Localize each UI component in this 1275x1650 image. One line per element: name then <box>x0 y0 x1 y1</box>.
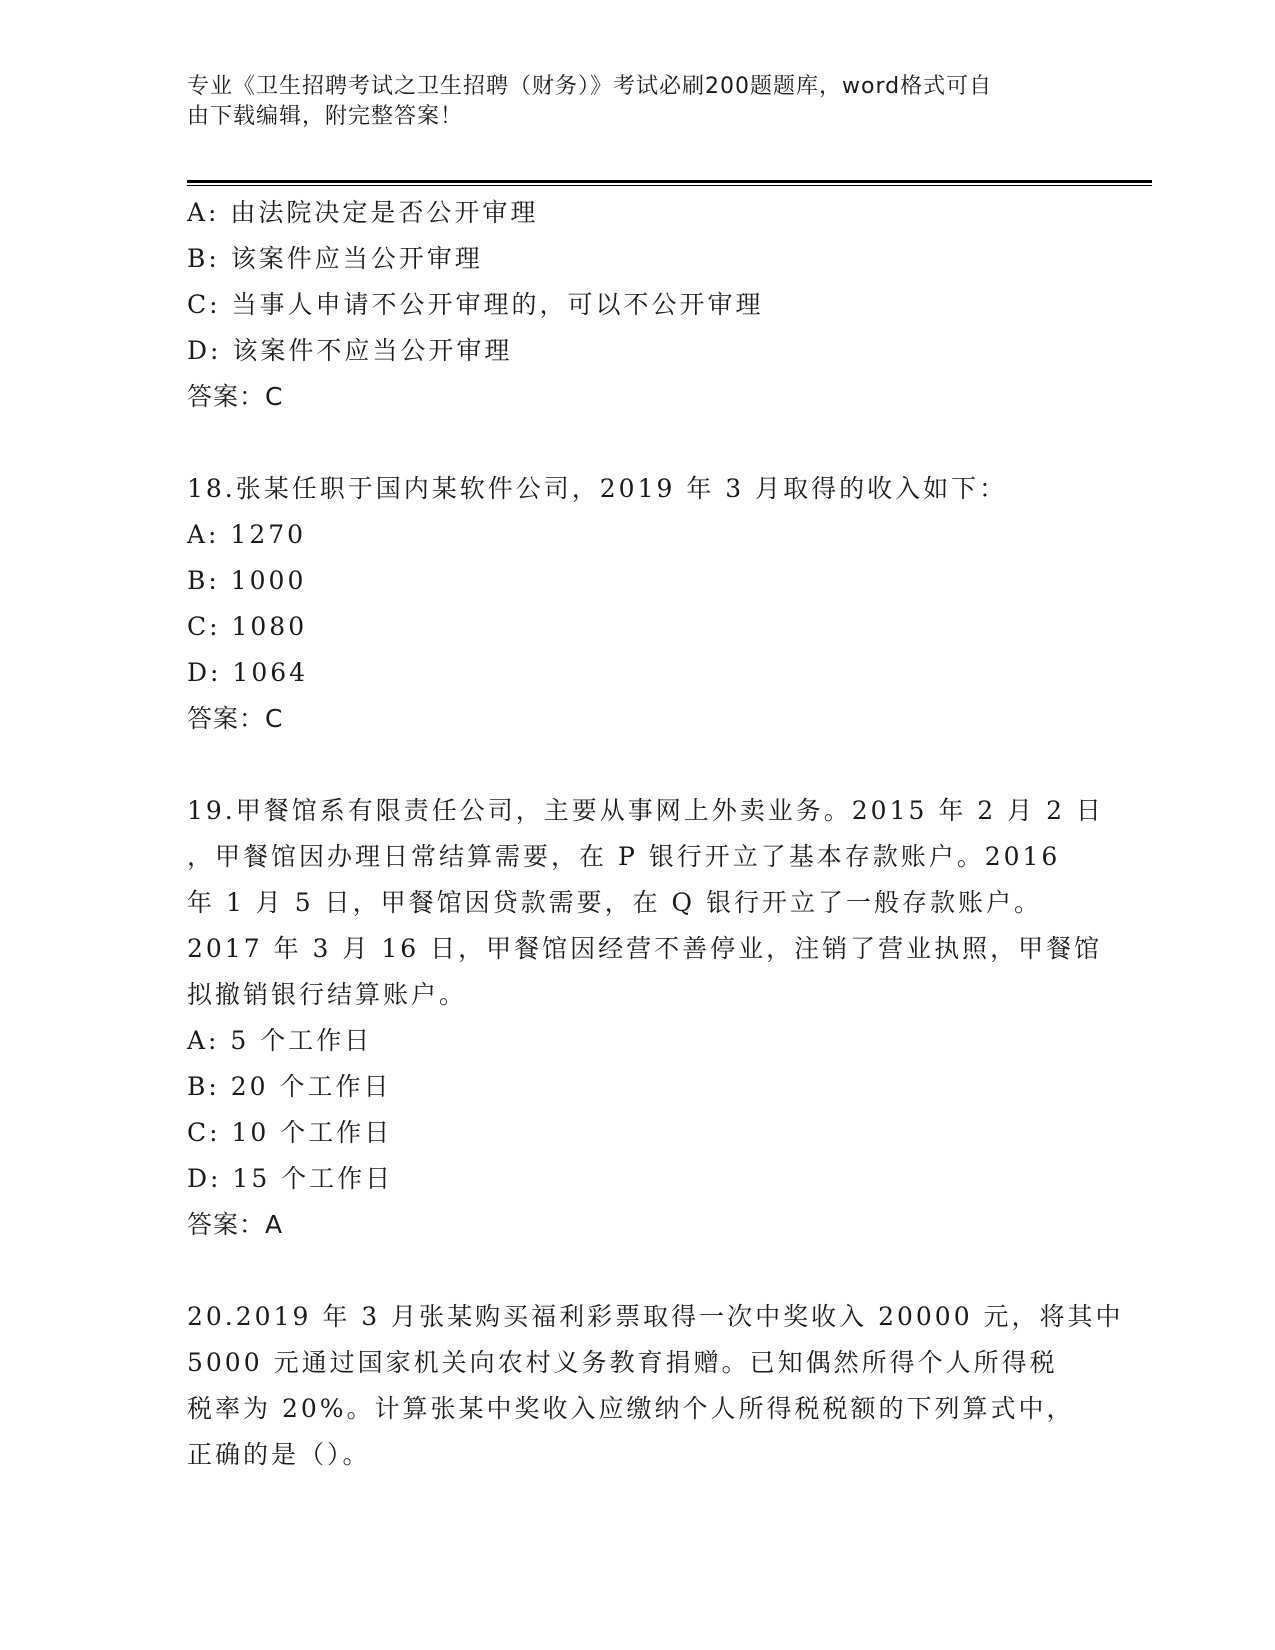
header-divider-thin <box>187 185 1152 186</box>
option-d: D: 该案件不应当公开审理 <box>187 336 513 365</box>
answer-label: 答案：C <box>187 382 284 411</box>
spacer <box>187 420 1087 466</box>
option-a: A: 由法院决定是否公开审理 <box>187 198 539 227</box>
question-stem-line: 正确的是（）。 <box>187 1440 371 1469</box>
spacer <box>187 742 1087 788</box>
option-a: A: 1270 <box>187 520 307 549</box>
document-header <box>187 72 1067 132</box>
option-b: B: 20 个工作日 <box>187 1072 392 1101</box>
option-a: A: 5 个工作日 <box>187 1026 373 1055</box>
question-content <box>187 190 1124 1478</box>
question-stem-line: 2017 年 3 月 16 日，甲餐馆因经营不善停业，注销了营业执照，甲餐馆 <box>187 934 1103 963</box>
question-stem-line: ，甲餐馆因办理日常结算需要，在 P 银行开立了基本存款账户。2016 <box>187 842 1061 871</box>
answer-label: 答案：C <box>187 704 284 733</box>
spacer <box>187 1248 1087 1294</box>
option-d: D: 1064 <box>187 658 309 687</box>
header-divider-thick <box>187 180 1152 183</box>
option-c: C: 1080 <box>187 612 308 641</box>
header-line-2: 由下载编辑，附完整答案！ <box>187 104 464 129</box>
question-18 <box>187 466 1087 742</box>
option-c: C: 10 个工作日 <box>187 1118 393 1147</box>
answer-label: 答案：A <box>187 1210 284 1239</box>
question-stem-line: 20.2019 年 3 月张某购买福利彩票取得一次中奖收入 20000 元，将其中 <box>187 1302 1124 1331</box>
question-stem-line: 年 1 月 5 日，甲餐馆因贷款需要，在 Q 银行开立了一般存款账户。 <box>187 888 1042 917</box>
question-stem-line: 拟撤销银行结算账户。 <box>187 980 468 1009</box>
question-17 <box>187 190 1087 420</box>
question-stem: 18.张某任职于国内某软件公司，2019 年 3 月取得的收入如下： <box>187 474 1008 503</box>
option-b: B: 该案件应当公开审理 <box>187 244 483 273</box>
question-19 <box>187 788 1104 1248</box>
question-stem-line: 19.甲餐馆系有限责任公司，主要从事网上外卖业务。2015 年 2 月 2 日 <box>187 796 1104 825</box>
option-b: B: 1000 <box>187 566 307 595</box>
question-stem-line: 5000 元通过国家机关向农村义务教育捐赠。已知偶然所得个人所得税 <box>187 1348 1058 1377</box>
option-d: D: 15 个工作日 <box>187 1164 394 1193</box>
header-line-1: 专业《卫生招聘考试之卫生招聘（财务）》考试必刷200题题库，word格式可自 <box>187 74 993 99</box>
question-20 <box>187 1294 1124 1478</box>
question-stem-line: 税率为 20%。计算张某中奖收入应缴纳个人所得税税额的下列算式中， <box>187 1394 1075 1423</box>
option-c: C: 当事人申请不公开审理的，可以不公开审理 <box>187 290 764 319</box>
